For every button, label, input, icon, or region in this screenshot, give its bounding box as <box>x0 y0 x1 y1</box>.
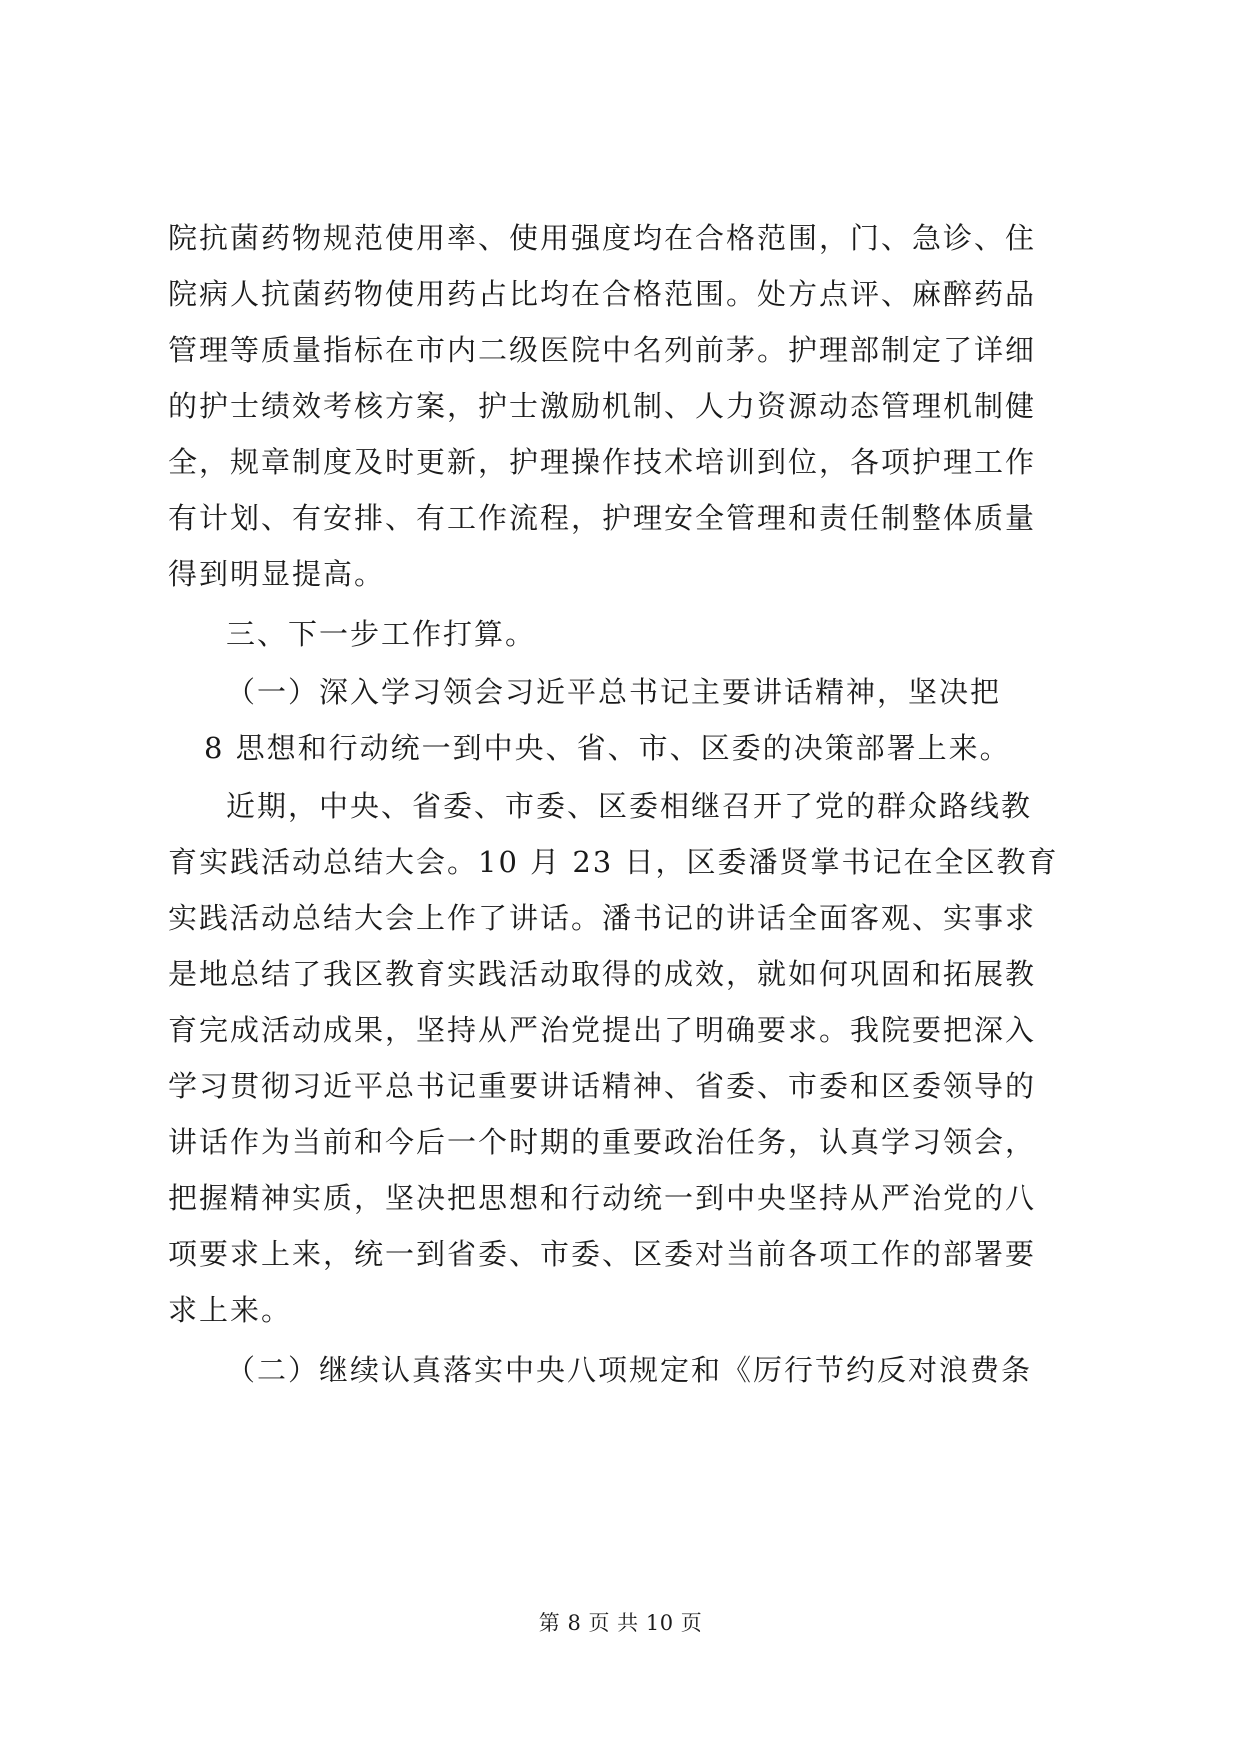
subsection-heading-1-cont: 8 思想和行动统一到中央、省、市、区委的决策部署上来。 <box>204 731 1011 765</box>
body-line-2: 院病人抗菌药物使用药占比均在合格范围。处方点评、麻醉药品 <box>168 277 1037 311</box>
body-line-1: 院抗菌药物规范使用率、使用强度均在合格范围，门、急诊、住 <box>168 221 1037 255</box>
subsection-heading-2: （二）继续认真落实中央八项规定和《厉行节约反对浪费条 <box>226 1353 1033 1387</box>
body-line-6: 有计划、有安排、有工作流程，护理安全管理和责任制整体质量 <box>168 501 1037 535</box>
body-line-20: 求上来。 <box>168 1293 293 1327</box>
subsection-heading-1: （一）深入学习领会习近平总书记主要讲话精神，坚决把 <box>226 675 1002 709</box>
body-line-7: 得到明显提高。 <box>168 557 386 591</box>
section-heading: 三、下一步工作打算。 <box>226 617 537 651</box>
body-line-18: 把握精神实质，坚决把思想和行动统一到中央坚持从严治党的八 <box>168 1181 1037 1215</box>
body-line-13: 实践活动总结大会上作了讲话。潘书记的讲话全面客观、实事求 <box>168 901 1037 935</box>
body-line-12: 育实践活动总结大会。10 月 23 日，区委潘贤掌书记在全区教育 <box>168 845 1059 879</box>
body-line-14: 是地总结了我区教育实践活动取得的成效，就如何巩固和拓展教 <box>168 957 1037 991</box>
body-line-11: 近期，中央、省委、市委、区委相继召开了党的群众路线教 <box>226 789 1033 823</box>
body-line-15: 育完成活动成果，坚持从严治党提出了明确要求。我院要把深入 <box>168 1013 1037 1047</box>
body-line-16: 学习贯彻习近平总书记重要讲话精神、省委、市委和区委领导的 <box>168 1069 1037 1103</box>
body-line-3: 管理等质量指标在市内二级医院中名列前茅。护理部制定了详细 <box>168 333 1037 367</box>
body-line-5: 全，规章制度及时更新，护理操作技术培训到位，各项护理工作 <box>168 445 1037 479</box>
page-footer: 第 8 页 共 10 页 <box>538 1611 703 1635</box>
body-line-17: 讲话作为当前和今后一个时期的重要政治任务，认真学习领会， <box>168 1125 1037 1159</box>
body-line-4: 的护士绩效考核方案，护士激励机制、人力资源动态管理机制健 <box>168 389 1037 423</box>
body-line-19: 项要求上来，统一到省委、市委、区委对当前各项工作的部署要 <box>168 1237 1037 1271</box>
